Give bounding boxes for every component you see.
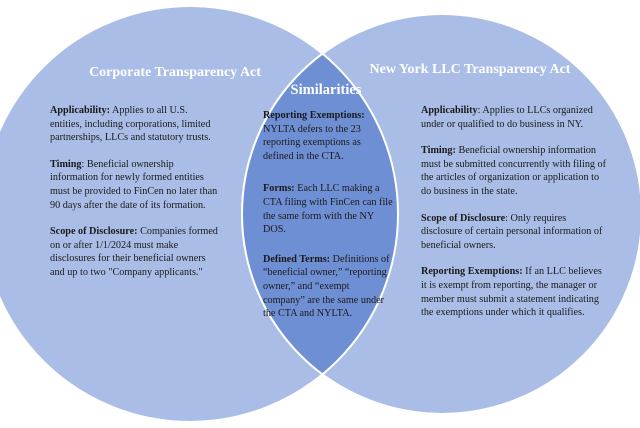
right-item: Applicability: Applies to LLCs organized under or qualified to do business in NY. [421,105,593,130]
middle-item: Forms: Each LLC making a CTA filing with FinCen can file the same form with the NY DOS. [263,183,393,236]
left-item: Scope of Disclosure: Companies formed on or after 1/1/2024 must make disclosures for their beneficial owners and up to two "Company applicants." [50,226,218,278]
left-item: Timing: Beneficial ownership information for newly formed entities must be provided to FinCen no later than 90 days after the date of its formation. [50,158,218,211]
middle-column [263,109,393,321]
right-item: Scope of Disclosure: Only requires disclosure of certain personal information of beneficial owners. [421,212,603,251]
right-title: New York LLC Transparency Act [369,62,571,77]
left-item: Applicability: Applies to all U.S. entities, including corporations, limited partnerships, LLCs and statutory trusts. [50,105,211,144]
left-title: Corporate Transparency Act [89,65,261,80]
middle-item: Reporting Exemptions: NYLTA defers to the 23 reporting exemptions as defined in the CTA. [263,110,365,162]
middle-title: Similarities [290,82,362,98]
middle-item: Defined Terms: Definitions of “beneficial owner,” “reporting owner,” and “exempt company” are the same under the CTA and NYLTA. [263,253,390,320]
left-column [50,104,218,280]
right-column [421,104,607,320]
right-item: Reporting Exemptions: If an LLC believes it is exempt from reporting, the manager or member must submit a statement indicating the exemptions under which it qualifies. [421,266,602,319]
right-item: Timing: Beneficial ownership information must be submitted concurrently with filing of the articles of organization or application to do business in the state. [421,145,607,197]
